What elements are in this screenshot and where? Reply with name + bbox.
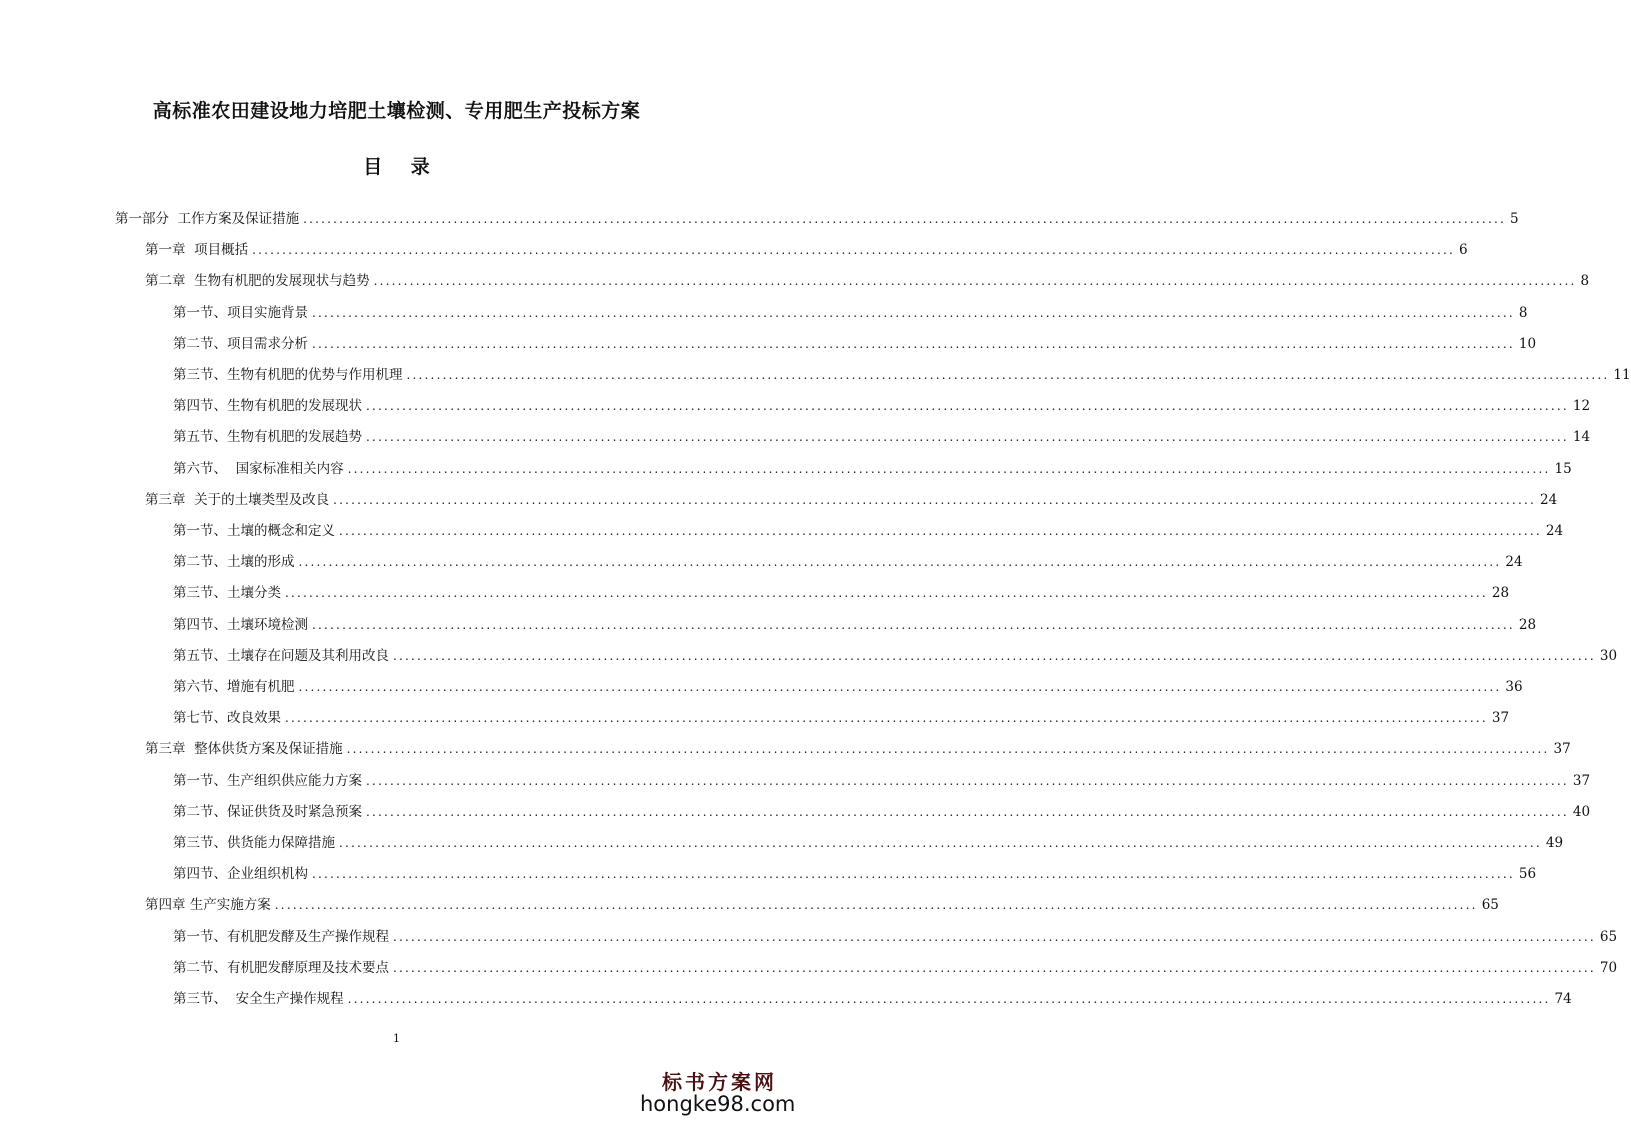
toc-entry[interactable] [145,738,1571,760]
toc-entry-page: 6 [1458,242,1468,259]
toc-entry-label: 第五节、生物有机肥的发展趋势 [173,429,362,446]
toc-entry[interactable] [173,832,1564,854]
toc-entry-page: 40 [1572,803,1591,820]
watermark-logo-text: 标书方案网 [662,1070,777,1094]
toc-heading: 目 录 [363,156,430,178]
toc-entry[interactable] [173,614,1537,636]
toc-leader-dots: ........................................................................................................................................................................................................ [339,524,1542,538]
toc-entry-page: 56 [1518,866,1537,883]
toc-entry[interactable] [173,426,1591,448]
toc-entry-page: 30 [1599,647,1618,664]
toc-leader-dots: ........................................................................................................................................................................................................ [373,274,1577,289]
toc-entry[interactable] [173,645,1618,667]
toc-entry-page: 12 [1572,398,1591,415]
toc-entry-page: 28 [1491,585,1510,602]
toc-entry-page: 8 [1580,273,1590,290]
toc-leader-dots: ........................................................................................................................................................................................................ [252,243,1455,258]
toc-entry[interactable] [173,801,1591,823]
toc-entry-page: 28 [1518,616,1537,633]
toc-entry-label: 第二节、项目需求分析 [173,335,308,352]
toc-entry[interactable] [173,458,1572,480]
toc-entry-page: 65 [1481,897,1499,914]
toc-entry[interactable] [173,520,1564,542]
toc-entry-page: 37 [1572,772,1591,789]
toc-entry-label: 第六节、增施有机肥 [173,679,295,695]
toc-entry-label: 第四节、生物有机肥的发展现状 [173,398,362,415]
toc-leader-dots: ........................................................................................................................................................................................................ [333,492,1536,507]
toc-entry-label: 第四节、企业组织机构 [173,866,308,883]
toc-entry-page: 37 [1553,741,1571,758]
toc-entry[interactable] [173,333,1537,355]
toc-entry-label: 第二章 生物有机肥的发展现状与趋势 [145,273,370,290]
toc-entry[interactable] [145,894,1499,916]
toc-entry-label: 第二节、有机肥发酵原理及技术要点 [173,959,389,976]
toc-entry[interactable] [173,364,1631,386]
toc-leader-dots: ........................................................................................................................................................................................................ [312,867,1515,882]
toc-entry-label: 第五节、土壤存在问题及其利用改良 [173,647,389,664]
toc-leader-dots: ........................................................................................................................................................................................................ [406,368,1610,382]
toc-leader-dots: ........................................................................................................................................................................................................ [393,648,1596,663]
toc-entry-label: 第六节、 国家标准相关内容 [173,460,344,477]
toc-entry-label: 第二节、土壤的形成 [173,554,295,571]
toc-entry-label: 第三节、生物有机肥的优势与作用机理 [173,367,403,383]
toc-entry-label: 第七节、改良效果 [173,710,281,727]
toc-leader-dots: ........................................................................................................................................................................................................ [366,804,1569,819]
toc-entry[interactable] [173,707,1510,729]
toc-leader-dots: ........................................................................................................................................................................................................ [312,336,1515,351]
toc-entry-label: 第三节、 安全生产操作规程 [173,991,344,1007]
toc-entry-page: 36 [1505,679,1523,695]
toc-entry-page: 49 [1545,835,1564,851]
toc-entry[interactable] [173,302,1528,324]
toc-entry[interactable] [173,926,1618,948]
toc-entry-label: 第一部分 工作方案及保证措施 [115,211,300,227]
toc-entry-page: 24 [1505,554,1523,571]
toc-leader-dots: ........................................................................................................................................................................................................ [303,212,1506,226]
toc-entry-label: 第四章 生产实施方案 [145,897,271,914]
toc-leader-dots: ........................................................................................................................................................................................................ [393,929,1596,944]
toc-entry-page: 11 [1613,367,1631,383]
toc-entry-label: 第三节、供货能力保障措施 [173,835,335,851]
toc-entry[interactable] [173,551,1523,573]
toc-entry[interactable] [173,582,1510,604]
toc-leader-dots: ........................................................................................................................................................................................................ [339,836,1542,850]
toc-entry-label: 第三章 整体供货方案及保证措施 [145,741,343,758]
toc-leader-dots: ........................................................................................................................................................................................................ [312,305,1515,320]
toc-leader-dots: ........................................................................................................................................................................................................ [393,960,1596,975]
toc-leader-dots: ........................................................................................................................................................................................................ [298,555,1502,570]
toc-entry[interactable] [173,988,1572,1010]
toc-entry-page: 14 [1572,429,1591,446]
toc-entry-page: 37 [1491,710,1510,727]
toc-entry-page: 24 [1539,491,1558,508]
toc-entry[interactable] [145,489,1558,511]
toc-leader-dots: ........................................................................................................................................................................................................ [347,461,1551,476]
toc-leader-dots: ........................................................................................................................................................................................................ [346,742,1550,757]
toc-entry[interactable] [173,770,1591,792]
watermark-url: hongke98.com [640,1092,796,1116]
toc-entry-label: 第一节、项目实施背景 [173,304,308,321]
toc-entry[interactable] [145,270,1590,292]
toc-entry[interactable] [173,863,1537,885]
page-title: 高标准农田建设地力培肥土壤检测、专用肥生产投标方案 [152,100,641,122]
toc-entry-page: 70 [1599,959,1618,976]
toc-entry-page: 8 [1518,304,1528,321]
toc-entry-label: 第四节、土壤环境检测 [173,616,308,633]
toc-leader-dots: ........................................................................................................................................................................................................ [366,773,1569,788]
toc-leader-dots: ........................................................................................................................................................................................................ [285,711,1488,726]
toc-leader-dots: ........................................................................................................................................................................................................ [285,586,1488,601]
toc-entry-label: 第一节、土壤的概念和定义 [173,523,335,539]
toc-entry-label: 第一节、生产组织供应能力方案 [173,772,362,789]
toc-entry-page: 15 [1554,460,1572,477]
toc-entry-label: 第二节、保证供货及时紧急预案 [173,803,362,820]
toc-entry[interactable] [145,239,1468,261]
toc-leader-dots: ........................................................................................................................................................................................................ [274,898,1478,913]
page-number: 1 [393,1032,400,1045]
toc-entry[interactable] [173,676,1523,698]
toc-entry-page: 24 [1545,523,1564,539]
toc-entry-page: 10 [1518,335,1537,352]
toc-entry[interactable] [173,957,1618,979]
toc-leader-dots: ........................................................................................................................................................................................................ [298,680,1502,694]
toc-entry[interactable] [173,395,1591,417]
toc-entry-page: 65 [1599,928,1618,945]
toc-entry-page: 5 [1509,211,1519,227]
toc-entry-label: 第一节、有机肥发酵及生产操作规程 [173,928,389,945]
toc-entry[interactable] [115,208,1519,230]
toc-entry-label: 第三节、土壤分类 [173,585,281,602]
toc-entry-label: 第一章 项目概括 [145,242,249,259]
toc-leader-dots: ........................................................................................................................................................................................................ [366,430,1569,445]
toc-entry-label: 第三章 关于的土壤类型及改良 [145,491,330,508]
toc-leader-dots: ........................................................................................................................................................................................................ [347,992,1551,1006]
toc-entry-page: 74 [1554,991,1572,1007]
toc-leader-dots: ........................................................................................................................................................................................................ [312,617,1515,632]
toc-leader-dots: ........................................................................................................................................................................................................ [366,399,1569,414]
